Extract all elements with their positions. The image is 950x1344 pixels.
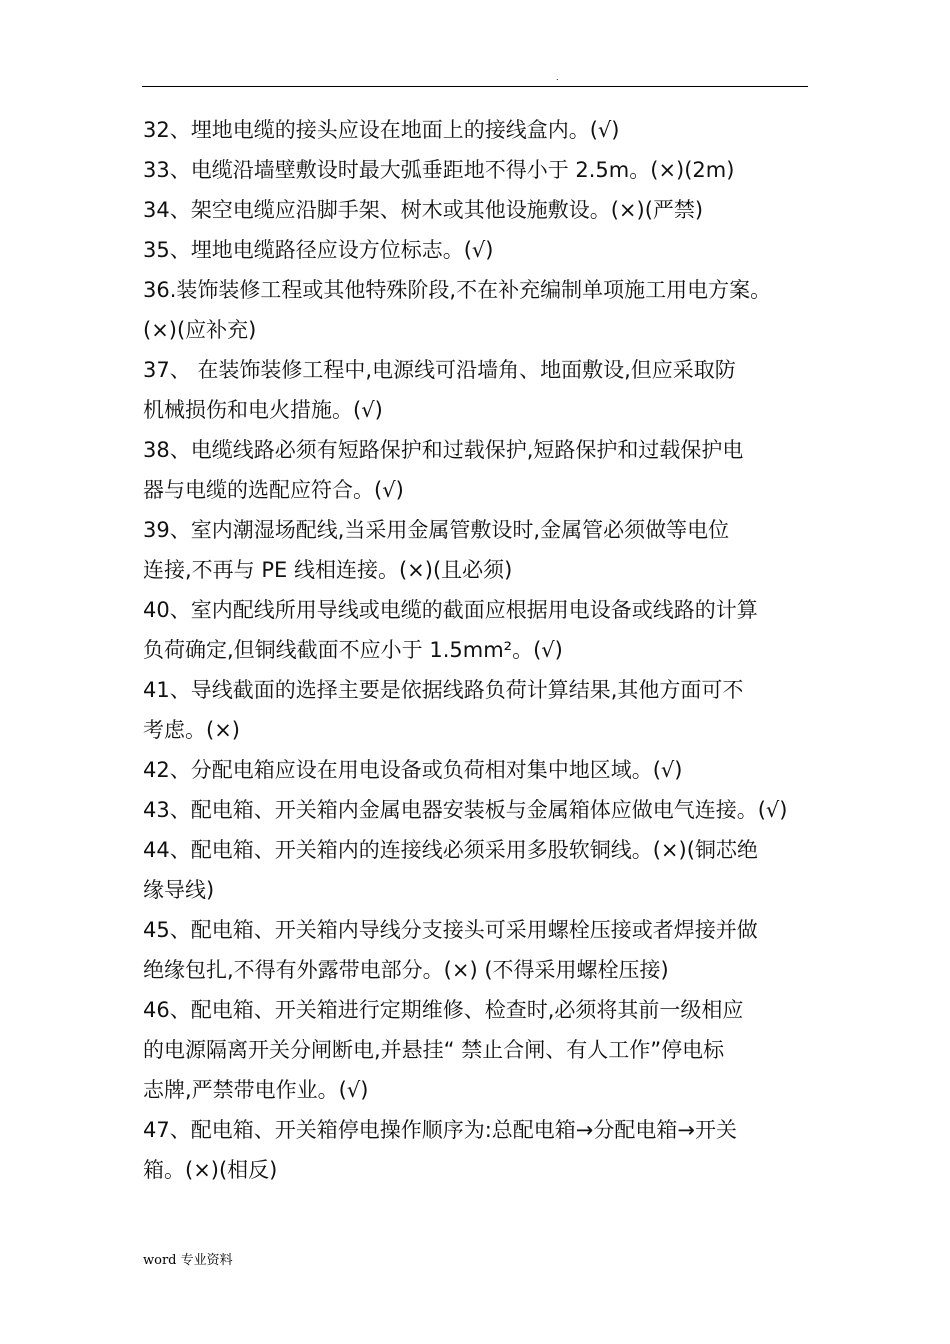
text-line: 36.装饰装修工程或其他特殊阶段,不在补充编制单项施工用电方案。 — [143, 278, 772, 302]
text-line: 45、配电箱、开关箱内导线分支接头可采用螺栓压接或者焊接并做 — [143, 918, 758, 942]
text-line: 44、配电箱、开关箱内的连接线必须采用多股软铜线。(×)(铜芯绝 — [143, 838, 758, 862]
text-line: 34、架空电缆应沿脚手架、树木或其他设施敷设。(×)(严禁) — [143, 198, 704, 222]
text-line: 箱。(×)(相反) — [143, 1158, 278, 1182]
text-line: 40、室内配线所用导线或电缆的截面应根据用电设备或线路的计算 — [143, 598, 758, 622]
text-line: 器与电缆的选配应符合。(√) — [143, 478, 404, 502]
text-line: 绝缘包扎,不得有外露带电部分。(×) (不得采用螺栓压接) — [143, 958, 669, 982]
text-line: 41、导线截面的选择主要是依据线路负荷计算结果,其他方面可不 — [143, 678, 744, 702]
text-line: 连接,不再与 PE 线相连接。(×)(且必须) — [143, 558, 513, 582]
text-line: 39、室内潮湿场配线,当采用金属管敷设时,金属管必须做等电位 — [143, 518, 730, 542]
text-line: 机械损伤和电火措施。(√) — [143, 398, 383, 422]
text-line: 32、埋地电缆的接头应设在地面上的接线盒内。(√) — [143, 118, 620, 142]
text-line: 的电源隔离开关分闸断电,并悬挂“ 禁止合闸、有人工作”停电标 — [143, 1038, 725, 1062]
text-line: (×)(应补充) — [143, 318, 257, 342]
header-rule — [142, 86, 808, 87]
text-line: 43、配电箱、开关箱内金属电器安装板与金属箱体应做电气连接。(√) — [143, 798, 788, 822]
text-line: 47、配电箱、开关箱停电操作顺序为:总配电箱→分配电箱→开关 — [143, 1118, 737, 1142]
text-line: 46、配电箱、开关箱进行定期维修、检查时,必须将其前一级相应 — [143, 998, 744, 1022]
text-line: 38、电缆线路必须有短路保护和过载保护,短路保护和过载保护电 — [143, 438, 744, 462]
text-line: 42、分配电箱应设在用电设备或负荷相对集中地区域。(√) — [143, 758, 683, 782]
text-line: 负荷确定,但铜线截面不应小于 1.5mm²。(√) — [143, 638, 563, 662]
text-line: 35、埋地电缆路径应设方位标志。(√) — [143, 238, 494, 262]
text-line: 33、电缆沿墙壁敷设时最大弧垂距地不得小于 2.5m。(×)(2m) — [143, 158, 735, 182]
footer-label: word 专业资料 — [143, 1253, 233, 1268]
text-line: 缘导线) — [143, 878, 215, 902]
question-list — [143, 110, 811, 1190]
text-line: 37、 在装饰装修工程中,电源线可沿墙角、地面敷设,但应采取防 — [143, 358, 736, 382]
text-line: 考虑。(×) — [143, 718, 240, 742]
header-mark: . — [556, 73, 559, 82]
text-line: 志牌,严禁带电作业。(√) — [143, 1078, 369, 1102]
